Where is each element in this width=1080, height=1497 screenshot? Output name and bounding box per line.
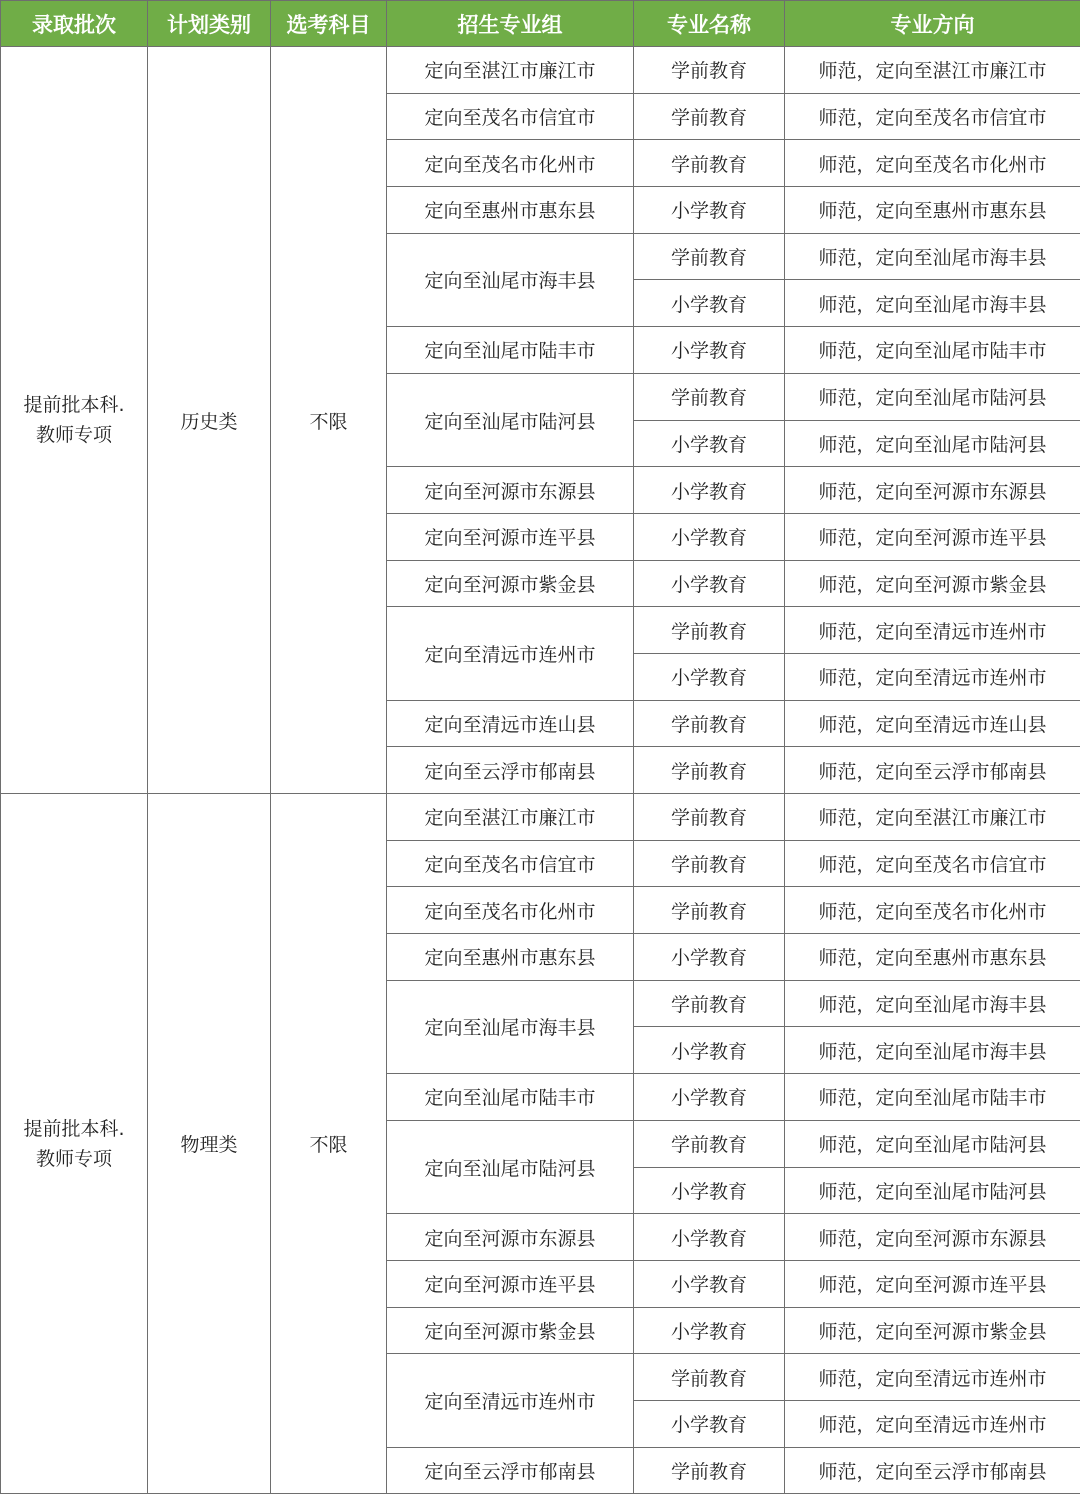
major-group-cell: 定向至湛江市廉江市 xyxy=(387,794,634,841)
major-name-cell: 小学教育 xyxy=(634,560,785,607)
major-group-cell: 定向至河源市连平县 xyxy=(387,1260,634,1307)
table-row xyxy=(1,47,1080,94)
major-name-cell: 学前教育 xyxy=(634,700,785,747)
header-plan-category: 计划类别 xyxy=(148,1,271,47)
major-name-cell: 小学教育 xyxy=(634,1074,785,1121)
major-name-cell: 小学教育 xyxy=(634,420,785,467)
major-group-cell: 定向至清远市连州市 xyxy=(387,607,634,700)
major-name-cell: 小学教育 xyxy=(634,1307,785,1354)
major-name-cell: 小学教育 xyxy=(634,467,785,514)
major-direction-cell: 师范，定向至汕尾市陆河县 xyxy=(785,420,1080,467)
major-name-cell: 学前教育 xyxy=(634,794,785,841)
major-direction-cell: 师范，定向至汕尾市陆丰市 xyxy=(785,327,1080,374)
header-row xyxy=(1,1,1080,47)
major-direction-cell: 师范，定向至茂名市化州市 xyxy=(785,140,1080,187)
major-direction-cell: 师范，定向至汕尾市陆丰市 xyxy=(785,1074,1080,1121)
major-direction-cell: 师范，定向至惠州市惠东县 xyxy=(785,934,1080,981)
major-direction-cell: 师范，定向至汕尾市陆河县 xyxy=(785,1120,1080,1167)
header-major-name: 专业名称 xyxy=(634,1,785,47)
elective-subjects-cell: 不限 xyxy=(271,47,387,794)
major-direction-cell: 师范，定向至云浮市郁南县 xyxy=(785,1447,1080,1494)
major-name-cell: 学前教育 xyxy=(634,373,785,420)
major-direction-cell: 师范，定向至汕尾市海丰县 xyxy=(785,1027,1080,1074)
major-group-cell: 定向至惠州市惠东县 xyxy=(387,187,634,234)
major-direction-cell: 师范，定向至河源市东源县 xyxy=(785,1214,1080,1261)
major-group-cell: 定向至云浮市郁南县 xyxy=(387,1447,634,1494)
header-major-direction: 专业方向 xyxy=(785,1,1080,47)
major-direction-cell: 师范，定向至茂名市信宜市 xyxy=(785,840,1080,887)
major-direction-cell: 师范，定向至河源市连平县 xyxy=(785,513,1080,560)
major-direction-cell: 师范，定向至云浮市郁南县 xyxy=(785,747,1080,794)
admission-batch-cell xyxy=(1,794,148,1494)
major-direction-cell: 师范，定向至清远市连州市 xyxy=(785,1400,1080,1447)
header-admission-batch: 录取批次 xyxy=(1,1,148,47)
admission-batch-line1: 提前批本科. xyxy=(23,1117,125,1140)
major-name-cell: 学前教育 xyxy=(634,887,785,934)
major-name-cell: 小学教育 xyxy=(634,187,785,234)
major-group-cell: 定向至惠州市惠东县 xyxy=(387,934,634,981)
major-direction-cell: 师范，定向至清远市连州市 xyxy=(785,1354,1080,1401)
admission-batch-line1: 提前批本科. xyxy=(23,394,125,416)
major-group-cell: 定向至河源市紫金县 xyxy=(387,1307,634,1354)
major-direction-cell: 师范，定向至茂名市化州市 xyxy=(785,887,1080,934)
elective-subjects-cell: 不限 xyxy=(271,794,387,1494)
major-group-cell: 定向至河源市东源县 xyxy=(387,1214,634,1261)
major-name-cell: 学前教育 xyxy=(634,980,785,1027)
major-name-cell: 学前教育 xyxy=(634,140,785,187)
major-group-cell: 定向至茂名市信宜市 xyxy=(387,840,634,887)
plan-category-cell: 历史类 xyxy=(148,47,271,794)
major-group-cell: 定向至汕尾市海丰县 xyxy=(387,233,634,326)
major-direction-cell: 师范，定向至河源市紫金县 xyxy=(785,560,1080,607)
major-group-cell: 定向至云浮市郁南县 xyxy=(387,747,634,794)
major-group-cell: 定向至茂名市化州市 xyxy=(387,140,634,187)
major-direction-cell: 师范，定向至汕尾市海丰县 xyxy=(785,233,1080,280)
admission-batch-line2: 教师专项 xyxy=(35,1147,112,1170)
major-name-cell: 小学教育 xyxy=(634,513,785,560)
major-direction-cell: 师范，定向至汕尾市海丰县 xyxy=(785,280,1080,327)
major-name-cell: 学前教育 xyxy=(634,1120,785,1167)
table-row xyxy=(1,794,1080,841)
major-name-cell: 学前教育 xyxy=(634,47,785,94)
major-group-cell: 定向至汕尾市陆丰市 xyxy=(387,1074,634,1121)
major-name-cell: 小学教育 xyxy=(634,327,785,374)
major-name-cell: 小学教育 xyxy=(634,1400,785,1447)
major-name-cell: 小学教育 xyxy=(634,1214,785,1261)
major-name-cell: 学前教育 xyxy=(634,1354,785,1401)
table-body xyxy=(1,47,1080,1494)
major-direction-cell: 师范，定向至湛江市廉江市 xyxy=(785,794,1080,841)
major-group-cell: 定向至河源市紫金县 xyxy=(387,560,634,607)
major-group-cell: 定向至汕尾市陆河县 xyxy=(387,373,634,466)
major-name-cell: 小学教育 xyxy=(634,653,785,700)
major-name-cell: 学前教育 xyxy=(634,93,785,140)
major-name-cell: 学前教育 xyxy=(634,233,785,280)
major-group-cell: 定向至茂名市化州市 xyxy=(387,887,634,934)
header-major-group: 招生专业组 xyxy=(387,1,634,47)
major-direction-cell: 师范，定向至惠州市惠东县 xyxy=(785,187,1080,234)
major-direction-cell: 师范，定向至清远市连州市 xyxy=(785,653,1080,700)
major-direction-cell: 师范，定向至汕尾市陆河县 xyxy=(785,1167,1080,1214)
major-name-cell: 学前教育 xyxy=(634,747,785,794)
major-name-cell: 学前教育 xyxy=(634,840,785,887)
major-name-cell: 学前教育 xyxy=(634,607,785,654)
major-group-cell: 定向至汕尾市陆河县 xyxy=(387,1120,634,1213)
major-name-cell: 小学教育 xyxy=(634,934,785,981)
major-group-cell: 定向至河源市连平县 xyxy=(387,513,634,560)
major-direction-cell: 师范，定向至河源市东源县 xyxy=(785,467,1080,514)
major-direction-cell: 师范，定向至河源市连平县 xyxy=(785,1260,1080,1307)
header-elective-subjects: 选考科目 xyxy=(271,1,387,47)
major-name-cell: 小学教育 xyxy=(634,1167,785,1214)
major-group-cell: 定向至汕尾市海丰县 xyxy=(387,980,634,1073)
major-direction-cell: 师范，定向至汕尾市陆河县 xyxy=(785,373,1080,420)
major-group-cell: 定向至清远市连山县 xyxy=(387,700,634,747)
major-direction-cell: 师范，定向至河源市紫金县 xyxy=(785,1307,1080,1354)
major-group-cell: 定向至茂名市信宜市 xyxy=(387,93,634,140)
plan-category-cell: 物理类 xyxy=(148,794,271,1494)
major-direction-cell: 师范，定向至清远市连州市 xyxy=(785,607,1080,654)
major-group-cell: 定向至河源市东源县 xyxy=(387,467,634,514)
major-name-cell: 小学教育 xyxy=(634,280,785,327)
major-name-cell: 小学教育 xyxy=(634,1260,785,1307)
major-group-cell: 定向至清远市连州市 xyxy=(387,1354,634,1447)
admission-batch-cell xyxy=(1,47,148,794)
major-name-cell: 小学教育 xyxy=(634,1027,785,1074)
major-direction-cell: 师范，定向至汕尾市海丰县 xyxy=(785,980,1080,1027)
major-name-cell: 学前教育 xyxy=(634,1447,785,1494)
major-group-cell: 定向至汕尾市陆丰市 xyxy=(387,327,634,374)
major-direction-cell: 师范，定向至清远市连山县 xyxy=(785,700,1080,747)
major-group-cell: 定向至湛江市廉江市 xyxy=(387,47,634,94)
major-direction-cell: 师范，定向至茂名市信宜市 xyxy=(785,93,1080,140)
admission-batch-line2: 教师专项 xyxy=(35,424,112,446)
major-direction-cell: 师范，定向至湛江市廉江市 xyxy=(785,47,1080,94)
